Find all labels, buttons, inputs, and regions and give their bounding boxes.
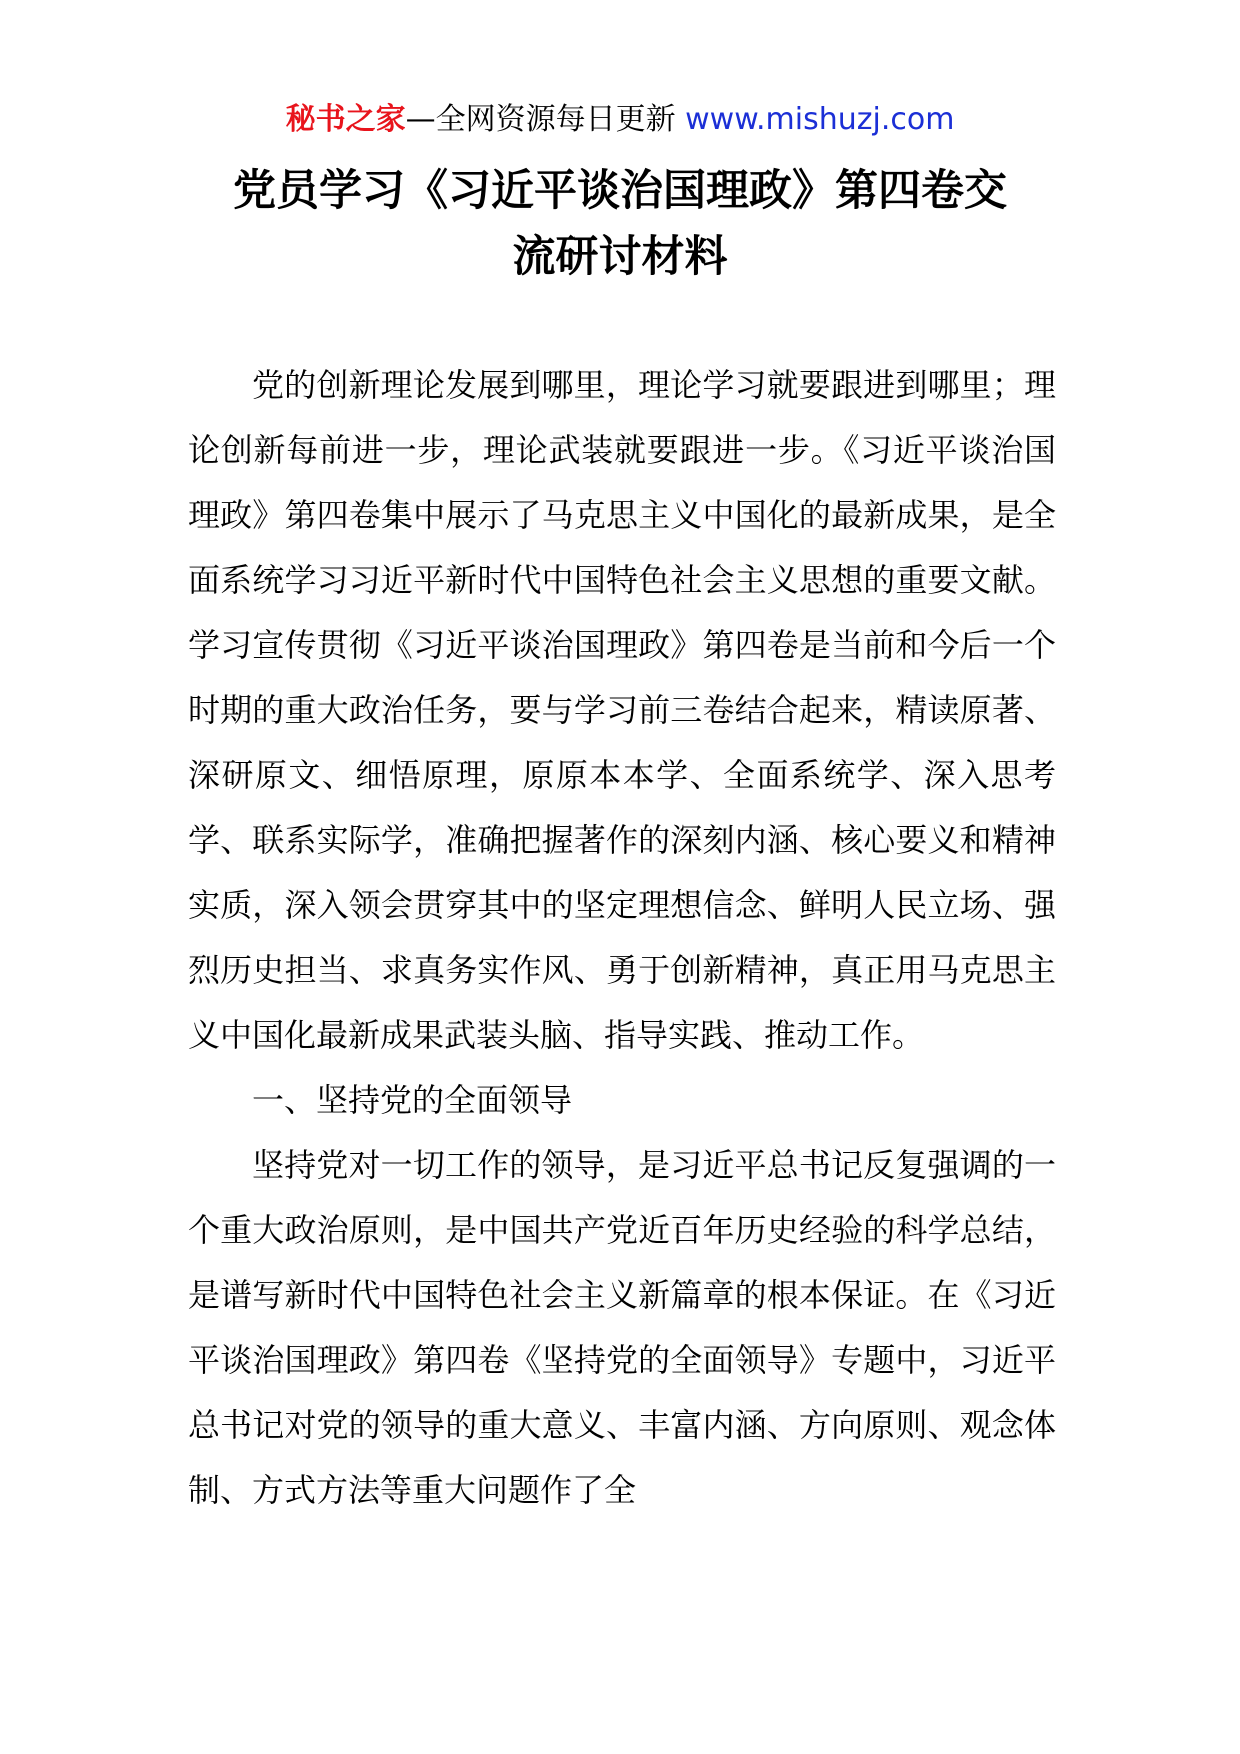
banner-url-link[interactable]: www.mishuzj.com [685,102,955,137]
document-title [140,158,1100,290]
banner-slogan: —全网资源每日更新 [405,102,676,137]
document-body [188,353,1056,1523]
site-banner [0,98,1240,142]
title-line-2: 流研讨材料 [512,232,728,282]
section-heading: 一、坚持党的全面领导 [252,1081,573,1119]
section-paragraph: 坚持党对一切工作的领导，是习近平总书记反复强调的一个重大政治原则，是中国共产党近百年历史经验的科学总结，是谱写新时代中国特色社会主义新篇章的根本保证。在《习近平谈治国理政》第四卷《坚持党的全面领导》专题中，习近平总书记对党的领导的重大意义、丰富内涵、方向原则、观念体制、方式方法等重大问题作了全 [188,1146,1056,1509]
title-line-1: 党员学习《习近平谈治国理政》第四卷交 [233,166,1007,216]
intro-paragraph: 党的创新理论发展到哪里，理论学习就要跟进到哪里；理论创新每前进一步，理论武装就要跟进一步。《习近平谈治国理政》第四卷集中展示了马克思主义中国化的最新成果，是全面系统学习习近平新时代中国特色社会主义思想的重要文献。学习宣传贯彻《习近平谈治国理政》第四卷是当前和今后一个时期的重大政治任务，要与学习前三卷结合起来，精读原著、深研原文、细悟原理，原原本本学、全面系统学、深入思考学、联系实际学，准确把握著作的深刻内涵、核心要义和精神实质，深入领会贯穿其中的坚定理想信念、鲜明人民立场、强烈历史担当、求真务实作风、勇于创新精神，真正用马克思主义中国化最新成果武装头脑、指导实践、推动工作。 [188,366,1056,1054]
banner-brand: 秘书之家 [285,102,406,137]
